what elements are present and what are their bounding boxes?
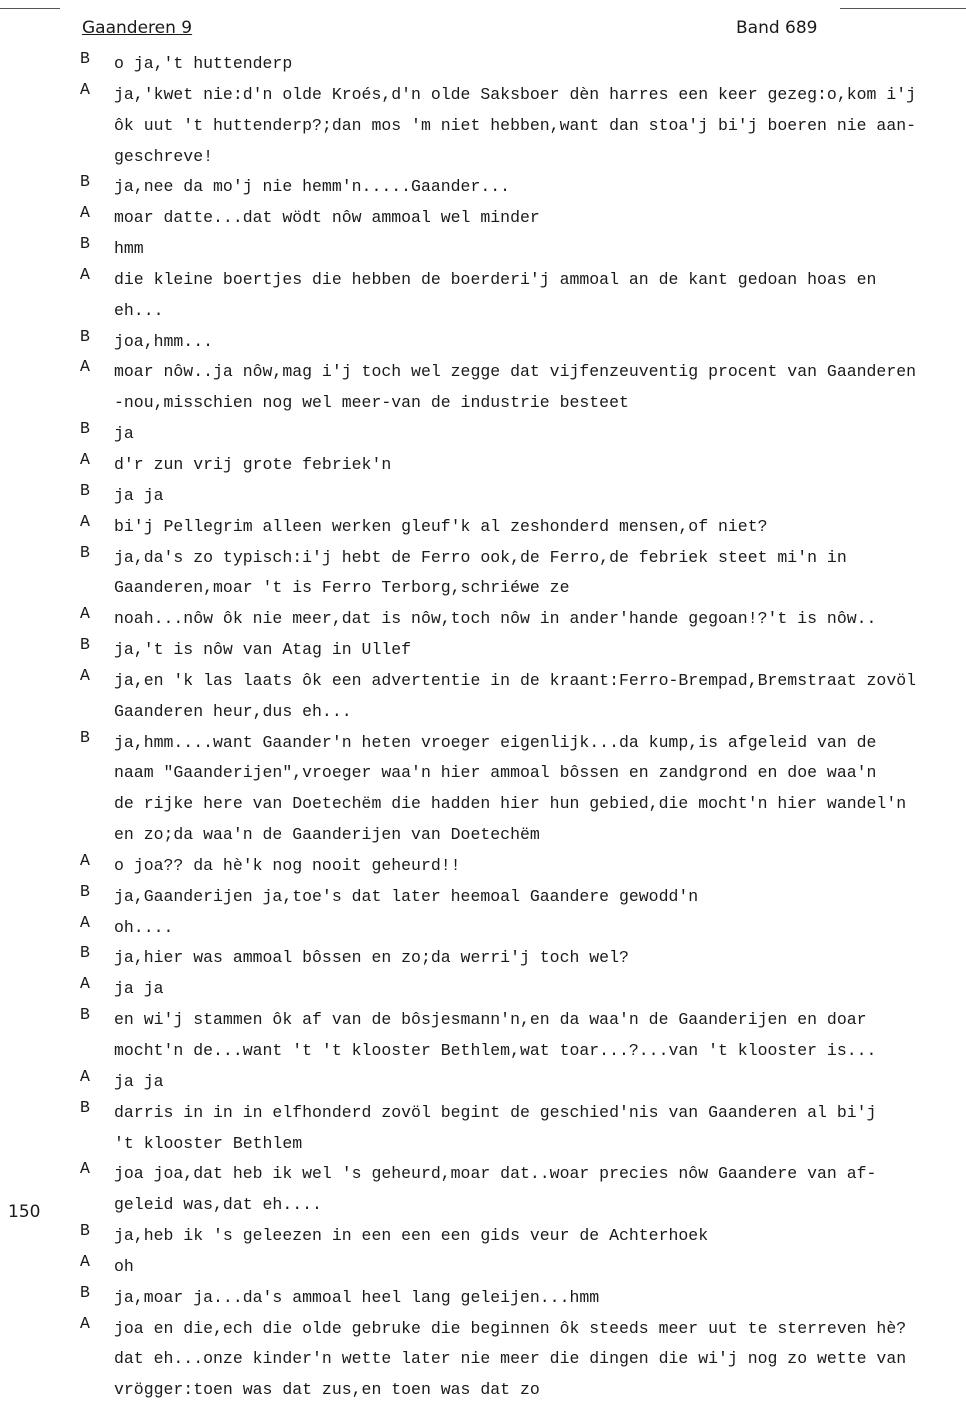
- speaker-label: A: [80, 1066, 90, 1086]
- dialogue-turn: [80, 203, 966, 234]
- transcript-line: die kleine boertjes die hebben de boerderi'j ammoal an de kant gedoan hoas en: [114, 269, 877, 289]
- page-header: [82, 18, 826, 42]
- speaker-label: B: [80, 1282, 90, 1302]
- transcript-line: geleid was,dat eh....: [114, 1195, 322, 1215]
- transcript-line: ja,en 'k las laats ôk een advertentie in de kraant:Ferro-Brempad,Bremstraat zovöl: [114, 670, 917, 690]
- dialogue-turn: [80, 1314, 966, 1406]
- dialogue-turn: [80, 1098, 966, 1160]
- speaker-label: A: [80, 1159, 90, 1179]
- dialogue-turn: [80, 1067, 966, 1098]
- dialogue-turn: [80, 234, 966, 265]
- speaker-label: B: [80, 635, 90, 655]
- transcript-line: en wi'j stammen ôk af van de bôsjesmann'n,en da waa'n de Gaanderijen en doar: [114, 1010, 867, 1030]
- transcript-line: vrögger:toen was dat zus,en toen was dat zo: [114, 1380, 540, 1400]
- dialogue-turn: [80, 1005, 966, 1067]
- dialogue-turn: [80, 1221, 966, 1252]
- transcript-line: Gaanderen heur,dus eh...: [114, 701, 352, 721]
- dialogue-turn: [80, 80, 966, 173]
- dialogue-turn: [80, 913, 966, 944]
- transcript-line: joa,hmm...: [114, 331, 214, 351]
- speaker-label: A: [80, 974, 90, 994]
- transcript-line: ja,da's zo typisch:i'j hebt de Ferro ook,de Ferro,de febriek steet mi'n in: [114, 547, 847, 567]
- dialogue-turn: [80, 49, 966, 80]
- top-rule-left: [0, 8, 60, 9]
- dialogue-turn: [80, 851, 966, 882]
- dialogue-turn: [80, 974, 966, 1005]
- speaker-label: A: [80, 449, 90, 469]
- transcript-line: ja,'t is nôw van Atag in Ullef: [114, 640, 412, 660]
- transcript-line: geschreve!: [114, 146, 214, 166]
- speaker-label: B: [80, 542, 90, 562]
- dialogue-turn: [80, 172, 966, 203]
- transcript-line: -nou,misschien nog wel meer-van de industrie besteet: [114, 393, 629, 413]
- transcript-line: mocht'n de...want 't 't klooster Bethlem,wat toar...?...van 't klooster is...: [114, 1041, 877, 1060]
- dialogue-turn: [80, 481, 966, 512]
- speaker-label: A: [80, 912, 90, 932]
- dialogue-turn: [80, 543, 966, 605]
- transcript-line: d'r zun vrij grote febriek'n: [114, 454, 392, 474]
- transcript-line: ja: [114, 424, 134, 444]
- tape-band-label: Band 689: [736, 18, 818, 38]
- transcript-line: ja,'kwet nie:d'n olde Kroés,d'n olde Saksboer dèn harres een keer gezeg:o,kom i'j: [114, 84, 917, 104]
- speaker-label: A: [80, 1313, 90, 1333]
- transcript-line: ja,nee da mo'j nie hemm'n.....Gaander...: [114, 177, 511, 197]
- dialogue-turn: [80, 666, 966, 728]
- speaker-label: B: [80, 1097, 90, 1117]
- speaker-label: A: [80, 79, 90, 99]
- speaker-label: B: [80, 881, 90, 901]
- transcript-line: de rijke here van Doetechëm die hadden hier hun gebied,die mocht'n hier wandel'n: [114, 794, 907, 814]
- dialogue-turn: [80, 327, 966, 358]
- transcript-line: joa joa,dat heb ik wel 's geheurd,moar dat..woar precies nôw Gaandere van af-: [114, 1164, 877, 1184]
- dialogue-turn: [80, 450, 966, 481]
- dialogue-turn: [80, 943, 966, 974]
- speaker-label: A: [80, 264, 90, 284]
- transcript-line: en zo;da waa'n de Gaanderijen van Doetechëm: [114, 825, 540, 845]
- line-number-marker: 150: [8, 1202, 41, 1222]
- speaker-label: B: [80, 419, 90, 439]
- speaker-label: A: [80, 1251, 90, 1271]
- dialogue-turn: [80, 1283, 966, 1314]
- transcript-line: eh...: [114, 300, 164, 320]
- speaker-label: A: [80, 357, 90, 377]
- dialogue-turn: [80, 635, 966, 666]
- speaker-label: B: [80, 49, 90, 68]
- dialogue-turn: [80, 419, 966, 450]
- transcript-line: joa en die,ech die olde gebruke die beginnen ôk steeds meer uut te sterreven hè?: [114, 1318, 907, 1338]
- transcript-line: ja ja: [114, 1071, 164, 1091]
- transcript-body: [80, 49, 966, 1406]
- speaker-label: A: [80, 850, 90, 870]
- speaker-label: B: [80, 1005, 90, 1025]
- transcript-line: 't klooster Bethlem: [114, 1133, 303, 1153]
- transcript-line: hmm: [114, 239, 144, 259]
- speaker-label: B: [80, 234, 90, 254]
- dialogue-turn: [80, 357, 966, 419]
- transcript-line: o joa?? da hè'k nog nooit geheurd!!: [114, 855, 461, 875]
- transcript-line: oh....: [114, 917, 174, 937]
- transcript-line: moar datte...dat wödt nôw ammoal wel minder: [114, 208, 540, 228]
- transcript-line: o ja,'t huttenderp: [114, 54, 293, 73]
- dialogue-turn: [80, 1159, 966, 1221]
- speaker-label: B: [80, 172, 90, 192]
- top-rule-right: [840, 8, 966, 9]
- speaker-label: B: [80, 480, 90, 500]
- dialogue-turn: [80, 1252, 966, 1283]
- speaker-label: B: [80, 326, 90, 346]
- transcript-line: bi'j Pellegrim alleen werken gleuf'k al zeshonderd mensen,of niet?: [114, 516, 768, 536]
- dialogue-turn: [80, 265, 966, 327]
- transcript-line: moar nôw..ja nôw,mag i'j toch wel zegge dat vijfenzeuventig procent van Gaanderen: [114, 362, 917, 382]
- speaker-label: A: [80, 511, 90, 531]
- speaker-label: B: [80, 943, 90, 963]
- speaker-label: A: [80, 604, 90, 624]
- speaker-label: B: [80, 1221, 90, 1241]
- transcript-line: ôk uut 't huttenderp?;dan mos 'm niet hebben,want dan stoa'j bi'j boeren nie aan-: [114, 115, 917, 135]
- transcript-line: ja,heb ik 's geleezen in een een een gids veur de Achterhoek: [114, 1226, 709, 1246]
- dialogue-turn: [80, 604, 966, 635]
- transcript-line: ja,hier was ammoal bôssen en zo;da werri'j toch wel?: [114, 948, 629, 968]
- transcript-line: oh: [114, 1256, 134, 1276]
- speaker-label: B: [80, 727, 90, 747]
- transcript-line: Gaanderen,moar 't is Ferro Terborg,schriéwe ze: [114, 578, 570, 598]
- transcript-line: naam "Gaanderijen",vroeger waa'n hier ammoal bôssen en zandgrond en doe waa'n: [114, 763, 877, 783]
- transcript-line: ja ja: [114, 979, 164, 999]
- transcript-line: ja,hmm....want Gaander'n heten vroeger eigenlijk...da kump,is afgeleid van de: [114, 732, 877, 752]
- transcript-line: ja,Gaanderijen ja,toe's dat later heemoal Gaandere gewodd'n: [114, 886, 699, 906]
- transcript-line: dat eh...onze kinder'n wette later nie meer die dingen die wi'j nog zo wette van: [114, 1349, 907, 1369]
- dialogue-turn: [80, 728, 966, 851]
- dialogue-turn: [80, 882, 966, 913]
- transcript-line: noah...nôw ôk nie meer,dat is nôw,toch nôw in ander'hande gegoan!?'t is nôw..: [114, 609, 877, 629]
- transcript-line: darris in in in elfhonderd zovöl begint de geschied'nis van Gaanderen al bi'j: [114, 1102, 877, 1122]
- speaker-label: A: [80, 203, 90, 223]
- page-title: Gaanderen 9: [82, 18, 193, 38]
- transcript-line: ja,moar ja...da's ammoal heel lang geleijen...hmm: [114, 1287, 600, 1307]
- dialogue-turn: [80, 512, 966, 543]
- transcript-line: ja ja: [114, 485, 164, 505]
- speaker-label: A: [80, 665, 90, 685]
